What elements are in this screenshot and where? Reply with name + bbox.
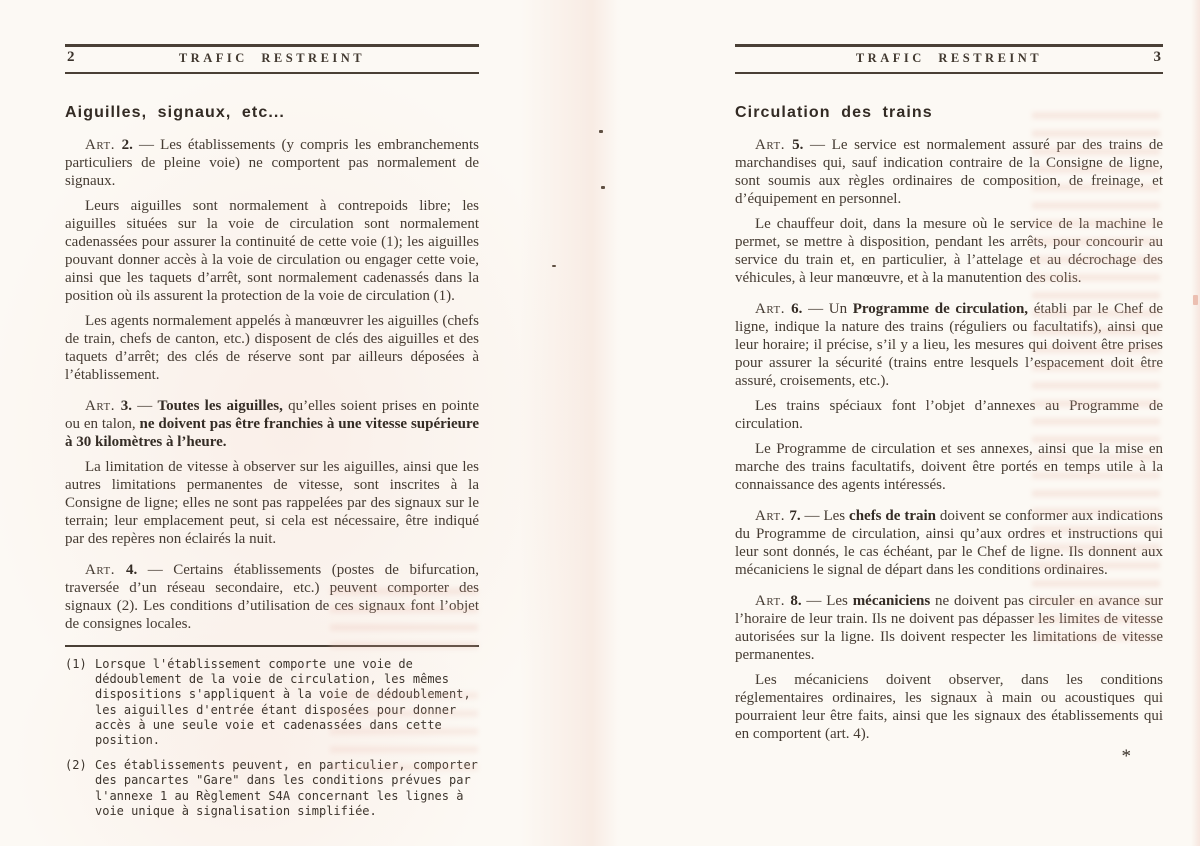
text-segment: Art.	[85, 137, 122, 153]
text-segment: 5.	[792, 137, 804, 153]
page-3-content	[735, 104, 1163, 743]
text-segment: chefs de train	[849, 508, 937, 524]
article-3	[65, 397, 479, 451]
paper-speck	[599, 130, 603, 133]
paragraph-aiguilles-contrepoids	[65, 197, 479, 305]
footnote-text: Ces établissements peuvent, en particulier, comporter des pancartes "Gare" dans les conditions prévues par l'annexe 1 au Règlement S4A concernant les lignes à voie unique à signalisation simplifiée.	[95, 758, 478, 818]
article-2	[65, 136, 479, 190]
article-5	[735, 136, 1163, 208]
page-2-content	[65, 104, 479, 633]
article-8	[735, 592, 1163, 664]
paper-speck	[552, 265, 556, 267]
text-segment: Toutes les aiguilles,	[157, 398, 283, 414]
paragraph-trains-speciaux	[735, 397, 1163, 433]
text-segment: 6.	[791, 301, 803, 317]
text-segment: Les trains spéciaux font l’objet d’annexes au Programme de circulation.	[735, 398, 1163, 432]
text-segment: Art.	[755, 137, 793, 153]
paragraph-programme-annexes	[735, 440, 1163, 494]
footnote-number: (2)	[65, 758, 87, 773]
page-2-footnotes	[65, 657, 479, 819]
text-segment: Art.	[755, 301, 792, 317]
footnote-number: (1)	[65, 657, 87, 671]
text-segment: qu’elles soient prises en pointe ou en talon,	[65, 398, 479, 432]
text-segment: 2.	[121, 137, 133, 153]
asterisk-mark: *	[1121, 746, 1131, 767]
text-segment: Art.	[85, 562, 126, 578]
text-segment: 3.	[120, 398, 132, 414]
text-segment: Art.	[755, 593, 791, 609]
article-6	[735, 300, 1163, 390]
article-4	[65, 561, 479, 633]
section-heading-aiguilles	[65, 104, 479, 122]
page-number-right: 3	[1153, 49, 1161, 65]
text-segment: Les agents normalement appelés à manœuvrer les aiguilles (chefs de train, chefs de canton, etc.) disposent de clés des aiguilles et des taquets d’arrêt; des clés de réserve sont par ailleurs déposées à l’établissement.	[65, 313, 479, 383]
text-segment: Le Programme de circulation et ses annexes, ainsi que la mise en marche des trains facultatifs, doivent être portés en temps utile à la connaissance des agents intéressés.	[735, 441, 1163, 493]
text-segment: —	[131, 398, 158, 414]
text-segment: — Certains établissements (postes de bifurcation, traversée d’un réseau secondaire, etc.) peuvent comporter des signaux (2). Les conditions d’utilisation de ces signaux font l’objet de consignes locales.	[65, 562, 479, 632]
paragraph-limitation-vitesse	[65, 458, 479, 548]
page-3-header	[735, 44, 1163, 74]
text-segment: Programme de circulation,	[852, 301, 1029, 317]
page-3	[735, 0, 1163, 846]
text-segment: La limitation de vitesse à observer sur les aiguilles, ainsi que les autres limitations permanentes de vitesse, sont inscrites à la Consigne de ligne; elles ne sont pas rappelées par des signaux sur le terrain; leur emplacement peut, si cela est nécessaire, être indiqué par des repères non éclairés la nuit.	[65, 459, 479, 547]
text-segment: Circulation des trains	[735, 104, 933, 121]
page-edge-tint	[1191, 0, 1200, 846]
section-heading-circulation	[735, 104, 1163, 122]
text-segment: 7.	[789, 508, 801, 524]
text-segment: Leurs aiguilles sont normalement à contrepoids libre; les aiguilles situées sur la voie de circulation sont normalement cadenassées pour assurer la continuité de cette voie (1); les aiguilles pouvant donner accès à la voie de circulation ou engager cette voie, ainsi que les taquets d’arrêt, sont normalement cadenassés dans la position où ils assurent la protection de la voie de circulation (1).	[65, 198, 479, 304]
footnote	[65, 758, 479, 819]
page-number-left: 2	[67, 49, 75, 65]
text-segment: doivent se conformer aux indications du Programme de circulation, ainsi qu’aux ordres et instructions qui leur sont donnés, le cas échéant, par le Chef de ligne. Ils donnent aux mécaniciens le signal de départ dans les conditions ordinaires.	[735, 508, 1163, 578]
page-2	[65, 0, 479, 846]
article-7	[735, 507, 1163, 579]
footnote	[65, 657, 479, 748]
text-segment: 4.	[126, 562, 138, 578]
paper-speck	[601, 186, 605, 189]
page-2-header	[65, 44, 479, 74]
text-segment: ne doivent pas être franchies à une vitesse supérieure à 30 kilomètres à l’heure.	[65, 416, 479, 450]
text-segment: Les mécaniciens doivent observer, dans les conditions réglementaires ordinaires, les signaux à main ou acoustiques qui pourraient leur être faits, ainsi que les signaux des établissements qui en comportent (art. 4).	[735, 672, 1163, 742]
text-segment: mécaniciens	[852, 593, 931, 609]
running-title-left: TRAFIC RESTREINT	[178, 51, 366, 65]
paragraph-agents-manoeuvre	[65, 312, 479, 384]
running-title-right: TRAFIC RESTREINT	[855, 51, 1043, 65]
text-segment: — Les établissements (y compris les embranchements particuliers de pleine voie) ne comportent pas normalement de signaux.	[65, 137, 479, 189]
text-segment: — Un	[802, 301, 853, 317]
text-segment: Art.	[755, 508, 790, 524]
text-segment: — Les	[800, 508, 850, 524]
text-segment: Art.	[85, 398, 121, 414]
text-segment: Aiguilles, signaux, etc...	[65, 104, 285, 121]
text-segment: établi par le Chef de ligne, indique la nature des trains (réguliers ou facultatifs), ainsi que leur horaire; il précise, s’il y a lieu, les mesures qui doivent être prises pour assurer la sécurité (trains entre lesquels l’espacement doit être assuré, croisements, etc.).	[735, 301, 1163, 389]
text-segment: — Le service est normalement assuré par des trains de marchandises qui, sauf indication contraire de la Consigne de ligne, sont soumis aux règles ordinaires de composition, de freinage, et d’équipement en personnel.	[735, 137, 1163, 207]
paragraph-chauffeur	[735, 215, 1163, 287]
text-segment: 8.	[790, 593, 802, 609]
footnote-text: Lorsque l'établissement comporte une voie de dédoublement de la voie de circulation, les mêmes dispositions s'appliquent à la voie de dédoublement, les aiguilles d'entrée étant disposées pour donner accès à une seule voie et cadenassées dans cette position.	[95, 657, 471, 748]
footnote-separator-rule	[65, 645, 479, 647]
paper-speck	[1193, 295, 1198, 305]
text-segment: Le chauffeur doit, dans la mesure où le service de la machine le permet, se mettre à disposition, pendant les arrêts, pour concourir au service du train et, en particulier, à l’attelage et au décrochage des véhicules, à leur manœuvre, et à la manutention des colis.	[735, 216, 1163, 286]
text-segment: — Les	[801, 593, 853, 609]
paragraph-mecaniciens-signaux	[735, 671, 1163, 743]
text-segment: ne doivent pas circuler en avance sur l’horaire de leur train. Ils ne doivent pas dépasser les limites de vitesse autorisées sur la ligne. Ils doivent respecter les limitations de vitesse permanentes.	[735, 593, 1163, 663]
